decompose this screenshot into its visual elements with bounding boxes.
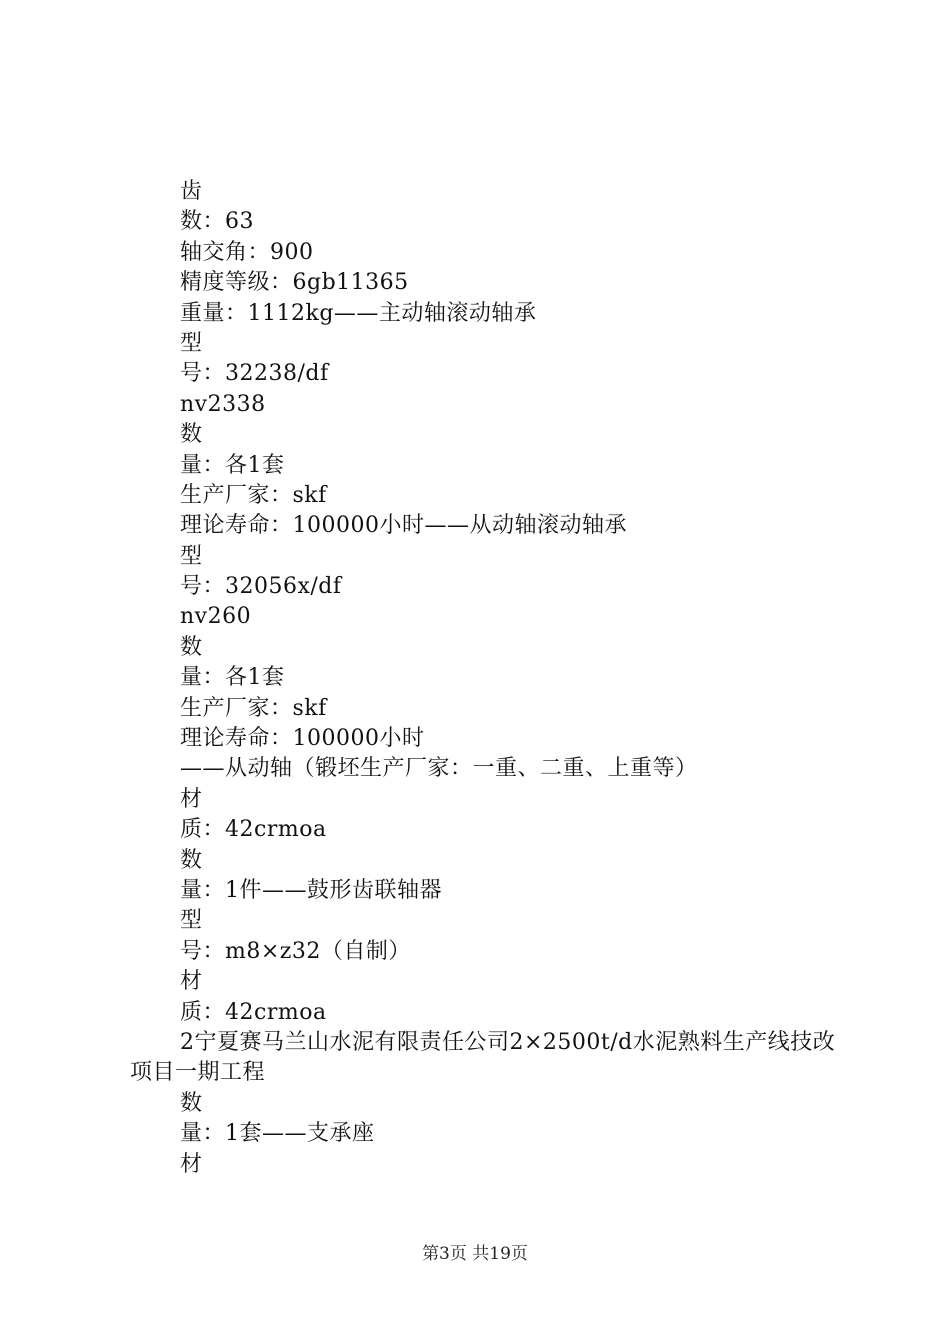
text-line: 型 [180,908,203,934]
text-line: 量：各1套 [180,452,285,478]
text-line: ——从动轴（锻坯生产厂家：一重、二重、上重等） [180,756,698,782]
text-line: 理论寿命：100000小时——从动轴滚动轴承 [180,513,627,539]
text-line: 量：1套——支承座 [180,1121,375,1147]
text-line: 数：63 [180,209,254,235]
text-line: 精度等级：6gb11365 [180,270,409,296]
text-line: nv260 [180,604,252,630]
project-paragraph: 2宁夏赛马兰山水泥有限责任公司2×2500t/d水泥熟料生产线技改项目一期工程 [130,1029,836,1086]
text-line: 质：42crmoa [180,817,327,843]
text-line: 型 [180,330,203,356]
text-line: 材 [180,969,203,995]
text-line: 数 [180,847,203,873]
text-line: 量：1件——鼓形齿联轴器 [180,877,442,903]
page-footer: 第3页 共19页 [422,1244,528,1264]
text-line: 生产厂家：skf [180,482,327,508]
text-line: 生产厂家：skf [180,695,327,721]
text-line: 数 [180,1090,203,1116]
text-line: 量：各1套 [180,665,285,691]
text-line: 型 [180,543,203,569]
text-line: 材 [180,1151,203,1177]
document-body [130,177,840,1180]
text-line: 号：32056x/df [180,574,342,600]
text-line: 数 [180,634,203,660]
text-line: 数 [180,422,203,448]
text-line: nv2338 [180,391,266,417]
text-line: 号：32238/df [180,361,329,387]
text-line: 质：42crmoa [180,999,327,1025]
text-line: 理论寿命：100000小时 [180,726,425,752]
text-line: 轴交角：900 [180,239,314,265]
text-line: 齿 [180,179,203,204]
text-line: 重量：1112kg——主动轴滚动轴承 [180,300,537,326]
text-line: 材 [180,786,203,812]
text-line: 号：m8×z32（自制） [180,938,411,964]
